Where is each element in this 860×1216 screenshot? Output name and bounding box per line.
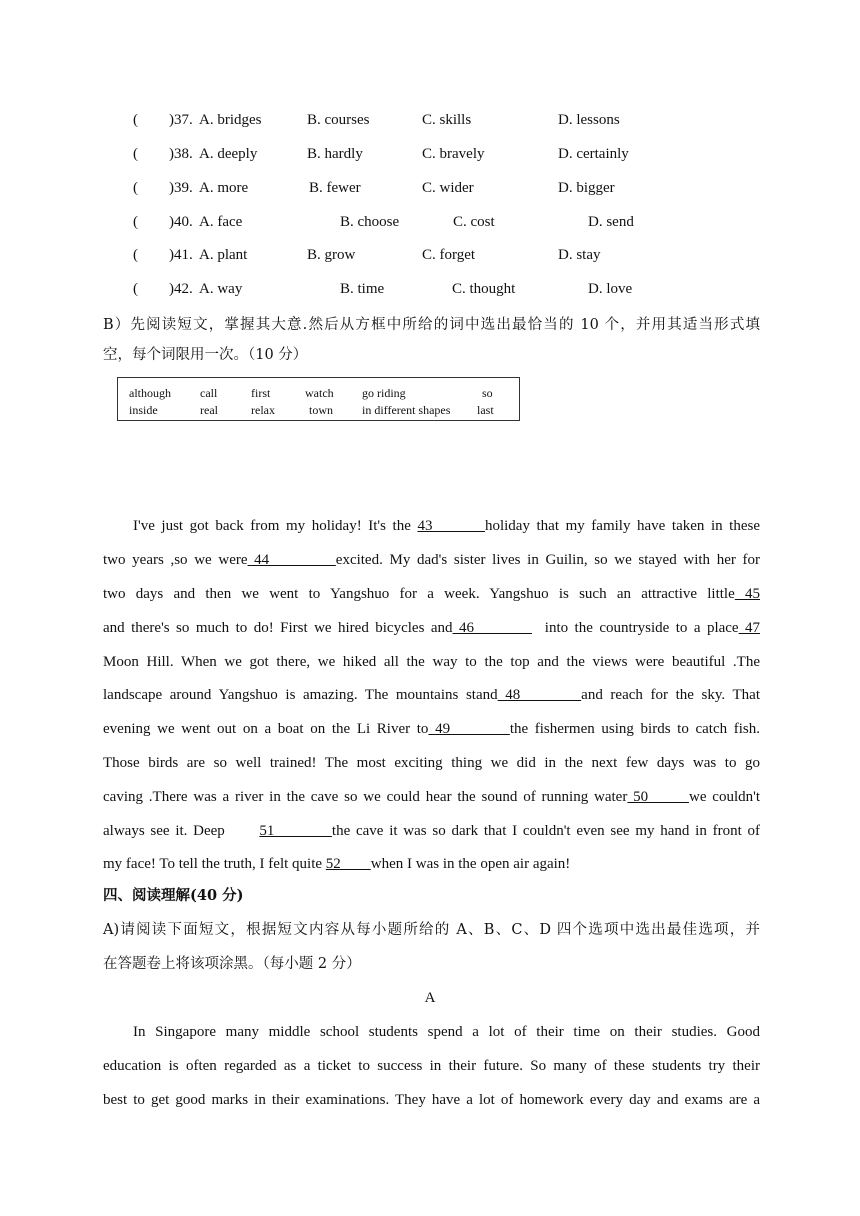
passage-text: caving .There was a river in the cave so we could hear the sound of running water [103,789,628,805]
section-b-instruction-line1: B）先阅读短文，掌握其大意.然后从方框中所给的词中选出最恰当的 10 个，并用其适当形式填 [103,317,760,333]
question-option-row [0,210,860,234]
word-bank-item: last [477,403,494,417]
option-b: B. grow [307,247,356,263]
reading-line: In Singapore many middle school students spend a lot of their time on their studies. Good [133,1024,760,1040]
answer-paren-open: ( [133,214,138,230]
reading-line: education is often regarded as a ticket to success in their future. So many of these students try their [103,1058,760,1074]
passage-text: two days and then we went to Yangshuo for a week. Yangshuo is such an attractive little [103,586,735,602]
question-option-row [0,277,860,301]
question-option-row [0,108,860,132]
passage-text: and reach for the sky. That [581,687,760,703]
option-c: C. thought [452,281,516,297]
question-option-row [0,176,860,200]
word-bank-box [117,377,520,421]
passage-line [103,683,760,707]
answer-paren-open: ( [133,247,138,263]
word-bank-item: so [482,386,493,400]
passage-text: I've just got back from my holiday! It's the [133,518,418,534]
question-number: )39. [169,180,193,196]
option-d: D. lessons [558,112,620,128]
option-a: A. bridges [199,112,262,128]
option-a: A. deeply [199,146,258,162]
passage-text: Moon Hill. When we got there, we hiked all the way to the top and the views were beautiful .The [103,654,760,670]
passage-text: two years ,so we were [103,552,248,568]
word-bank-item: although [129,386,171,400]
passage-line [103,717,760,741]
cloze-blank: 44 [247,552,336,568]
passage-text: the fishermen using birds to catch fish. [509,721,760,737]
section-b-instruction-line2: 空，每个词限用一次。（10 分） [103,347,308,363]
passage-line [103,819,760,843]
word-bank-item: in different shapes [362,403,451,417]
option-a: A. way [199,281,243,297]
passage-text: landscape around Yangshuo is amazing. The mountains stand [103,687,498,703]
answer-paren-open: ( [133,146,138,162]
passage-line [103,514,760,538]
section-4-instruction-line1: A)请阅读下面短文，根据短文内容从每小题所给的 A、B、C、D 四个选项中选出最佳选项，并 [103,922,760,938]
passage-line [103,650,760,674]
option-b: B. time [340,281,385,297]
section-4-instruction-line2: 在答题卷上将该项涂黑。（每小题 2 分） [103,956,361,972]
passage-line [103,785,760,809]
question-number: )37. [169,112,193,128]
option-a: A. face [199,214,243,230]
word-bank-item: inside [129,403,158,417]
option-d: D. stay [558,247,601,263]
option-b: B. hardly [307,146,363,162]
option-d: D. send [588,214,634,230]
passage-text: my face! To tell the truth, I felt quite [103,856,326,872]
passage-label: A [424,990,436,1006]
option-d: D. love [588,281,633,297]
word-bank-item: town [309,403,333,417]
cloze-blank: 48 [497,687,582,703]
cloze-blank: 47 [738,620,761,636]
cloze-blank: 43 [417,518,485,534]
option-c: C. cost [453,214,495,230]
word-bank-item: relax [251,403,275,417]
option-d: D. certainly [558,146,629,162]
option-b: B. courses [307,112,370,128]
option-b: B. fewer [309,180,361,196]
question-option-row [0,243,860,267]
passage-line [103,616,760,640]
word-bank-item: call [200,386,218,400]
option-b: B. choose [340,214,400,230]
section-4-title: 四、阅读理解(40 分) [103,887,244,904]
passage-text: into the countryside to a place [531,620,739,636]
passage-text: holiday that my family have taken in these [484,518,760,534]
option-a: A. more [199,180,249,196]
passage-line [103,751,760,775]
question-number: )42. [169,281,193,297]
passage-text: Those birds are so well trained! The most exciting thing we did in the next few days was to go [103,755,760,771]
cloze-blank: 46 [452,620,532,636]
passage-text: when I was in the open air again! [370,856,571,872]
cloze-blank: 45 [734,586,761,602]
question-number: )38. [169,146,193,162]
cloze-blank: 51 [259,823,332,839]
option-c: C. wider [422,180,474,196]
option-a: A. plant [199,247,248,263]
question-number: )40. [169,214,193,230]
option-c: C. skills [422,112,472,128]
passage-line [103,548,760,572]
option-c: C. forget [422,247,476,263]
passage-text: the cave it was so dark that I couldn't even see my hand in front of [331,823,760,839]
passage-text: excited. My dad's sister lives in Guilin, so we stayed with her for [335,552,761,568]
answer-paren-open: ( [133,281,138,297]
cloze-blank: 52 [325,856,371,872]
option-d: D. bigger [558,180,615,196]
cloze-blank: 50 [627,789,689,805]
answer-paren-open: ( [133,180,138,196]
word-bank-item: watch [305,386,334,400]
answer-paren-open: ( [133,112,138,128]
word-bank-item: first [251,386,271,400]
question-option-row [0,142,860,166]
reading-line: best to get good marks in their examinations. They have a lot of homework every day and exams are a [103,1092,760,1108]
passage-text: and there's so much to do! First we hired bicycles and [103,620,453,636]
passage-line [103,582,760,606]
passage-text: always see it. Deep [103,823,260,839]
passage-text: we couldn't [688,789,760,805]
question-number: )41. [169,247,193,263]
option-c: C. bravely [422,146,485,162]
word-bank-item: go riding [362,386,406,400]
passage-line [103,852,760,876]
word-bank-item: real [200,403,218,417]
cloze-blank: 49 [428,721,510,737]
passage-text: evening we went out on a boat on the Li River to [103,721,429,737]
